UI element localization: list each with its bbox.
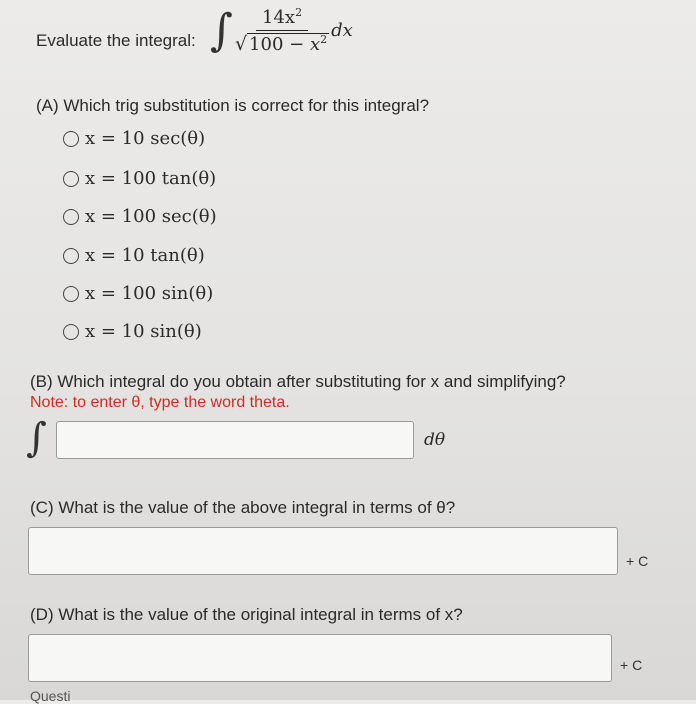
part-a-question: (A) Which trig substitution is correct for this integral?	[36, 96, 430, 115]
radio-button[interactable]	[63, 131, 79, 147]
option-label: x = 10 sec(θ)	[85, 128, 206, 149]
option-5[interactable]	[63, 283, 213, 304]
part-b-input[interactable]	[56, 421, 414, 459]
numerator-text: 14x	[262, 7, 296, 28]
integrand-fraction	[235, 6, 329, 55]
integrand-numerator	[256, 6, 308, 31]
integral-expression	[210, 6, 353, 55]
option-3[interactable]	[63, 206, 217, 227]
option-label: x = 100 tan(θ)	[85, 168, 217, 189]
option-2[interactable]	[63, 168, 216, 189]
radio-button[interactable]	[63, 286, 79, 302]
option-4[interactable]	[63, 245, 205, 266]
radicand-exponent: 2	[320, 33, 328, 46]
part-d-input[interactable]	[28, 634, 612, 682]
option-label: x = 10 sin(θ)	[85, 321, 202, 342]
option-1[interactable]	[63, 128, 205, 149]
prompt-label: Evaluate the integral:	[36, 31, 196, 50]
integral-sign-b: ∫	[26, 415, 47, 461]
part-d-question: (D) What is the value of the original integral in terms of x?	[30, 605, 463, 624]
radicand-constant: 100	[249, 34, 284, 55]
d-theta-suffix: dθ	[424, 430, 446, 450]
radicand-variable: x	[309, 34, 321, 55]
differential: dx	[331, 20, 353, 41]
integrand-denominator: √ $100 - x^2$	[234, 33, 328, 55]
part-c-question: (C) What is the value of the above integral in terms of θ?	[30, 498, 456, 517]
numerator-exponent: 2	[295, 6, 303, 19]
radio-button[interactable]	[63, 209, 79, 225]
radicand-minus: −	[289, 34, 305, 55]
integral-sign: ∫	[210, 4, 233, 56]
option-6[interactable]	[63, 321, 202, 342]
radio-button[interactable]	[63, 171, 79, 187]
radio-button[interactable]	[63, 324, 79, 340]
part-b-note: Note: to enter θ, type the word theta.	[30, 394, 290, 411]
option-label: x = 100 sec(θ)	[85, 206, 217, 227]
plus-c-suffix-c: + C	[626, 553, 649, 569]
radio-button[interactable]	[63, 248, 79, 264]
part-b-question: (B) Which integral do you obtain after substituting for x and simplifying?	[30, 372, 566, 391]
option-label: x = 100 sin(θ)	[85, 283, 214, 304]
footer-text: Questi	[30, 688, 71, 704]
option-label: x = 10 tan(θ)	[85, 245, 205, 266]
plus-c-suffix-d: + C	[620, 657, 643, 673]
part-c-input[interactable]	[28, 527, 618, 575]
